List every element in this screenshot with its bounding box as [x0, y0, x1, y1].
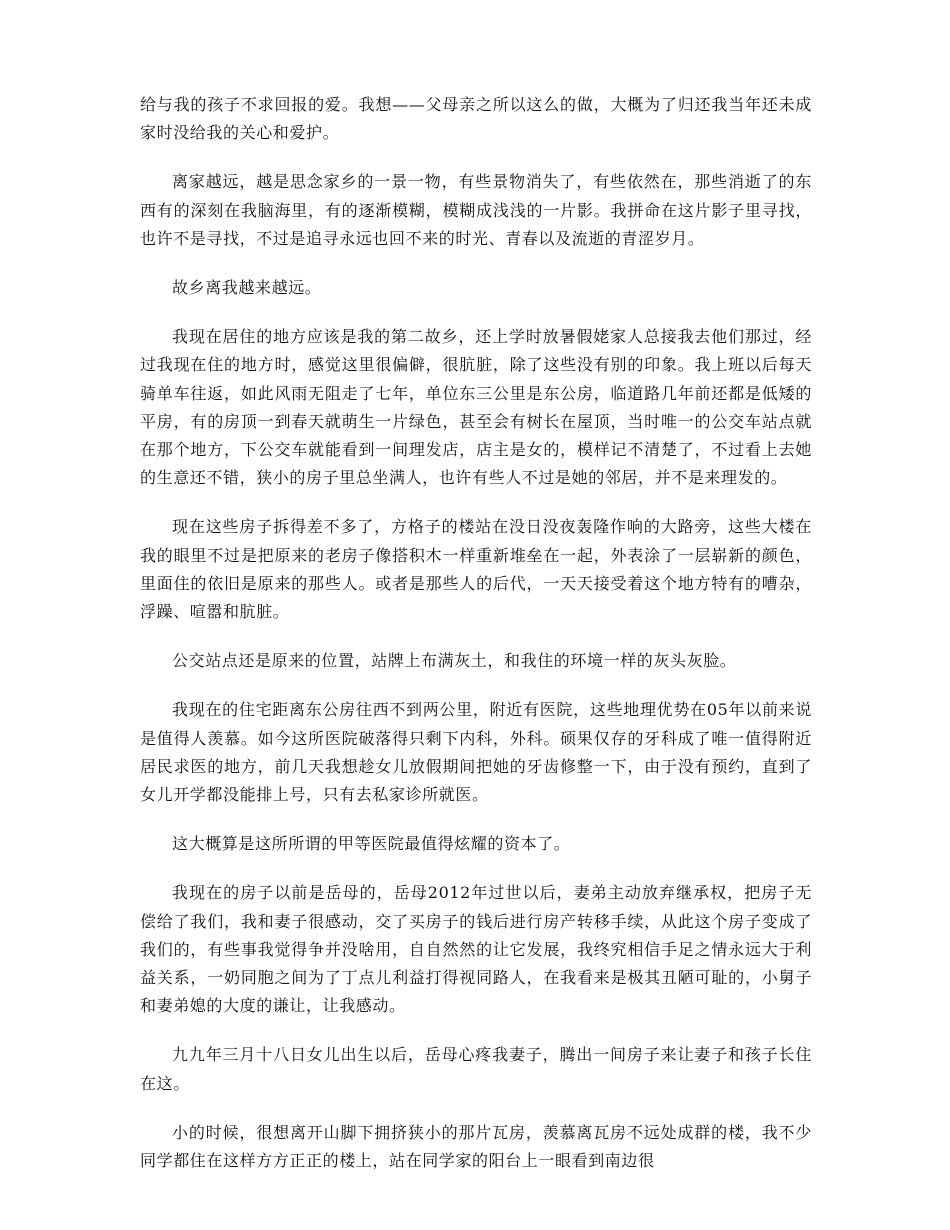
document-page	[140, 91, 812, 1196]
paragraph: 给与我的孩子不求回报的爱。我想——父母亲之所以这么的做，大概为了归还我当年还未成家时没给我的关心和爱护。	[140, 95, 812, 143]
paragraph: 我现在的房子以前是岳母的，岳母2012年过世以后，妻弟主动放弃继承权，把房子无偿给了我们，我和妻子很感动，交了买房子的钱后进行房产转移手续，从此这个房子变成了我们的，有些事我觉得争并没啥用，自自然然的让它发展，我终究相信手足之情永远大于利益关系，一奶同胞之间为了丁点儿利益打得视同路人，在我看来是极其丑陋可耻的，小舅子和妻弟媳的大度的谦让，让我感动。	[140, 883, 812, 1016]
paragraph: 我现在的住宅距离东公房往西不到两公里，附近有医院，这些地理优势在05年以前来说是值得人羡慕。如今这所医院破落得只剩下内科，外科。硕果仅存的牙科成了唯一值得附近居民求医的地方，前几天我想趁女儿放假期间把她的牙齿修整一下，由于没有预约，直到了女儿开学都没能排上号，只有去私家诊所就医。	[140, 700, 812, 805]
paragraph: 这大概算是这所所谓的甲等医院最值得炫耀的资本了。	[172, 834, 571, 854]
paragraph: 故乡离我越来越远。	[172, 278, 322, 298]
paragraph: 离家越远，越是思念家乡的一景一物，有些景物消失了，有些依然在，那些消逝了的东西有的深刻在我脑海里，有的逐渐模糊，模糊成浅浅的一片影。我拼命在这片影子里寻找，也许不是寻找，不过是追寻永远也回不来的时光、青春以及流逝的青涩岁月。	[140, 172, 812, 248]
paragraph: 现在这些房子拆得差不多了，方格子的楼站在没日没夜轰隆作响的大路旁，这些大楼在我的眼里不过是把原来的老房子像搭积木一样重新堆垒在一起，外表涂了一层崭新的颜色，里面住的依旧是原来的那些人。或者是那些人的后代，一天天接受着这个地方特有的嘈杂，浮躁、喧嚣和肮脏。	[140, 517, 812, 622]
paragraph: 小的时候，很想离开山脚下拥挤狭小的那片瓦房，羡慕离瓦房不远处成群的楼，我不少同学都住在这样方方正正的楼上，站在同学家的阳台上一眼看到南边很	[140, 1122, 812, 1171]
paragraph: 我现在居住的地方应该是我的第二故乡，还上学时放暑假姥家人总接我去他们那过，经过我现在住的地方时，感觉这里很偏僻，很肮脏，除了这些没有别的印象。我上班以后每天骑单车往返，如此风雨无阻走了七年，单位东三公里是东公房，临道路几年前还都是低矮的平房，有的房顶一到春天就萌生一片绿色，甚至会有树长在屋顶，当时唯一的公交车站点就在那个地方，下公交车就能看到一间理发店，店主是女的，模样记不清楚了，不过看上去她的生意还不错，狭小的房子里总坐满人，也许有些人不过是她的邻居，并不是来理发的。	[140, 327, 812, 488]
paragraph: 九九年三月十八日女儿出生以后，岳母心疼我妻子，腾出一间房子来让妻子和孩子长住在这。	[140, 1045, 812, 1093]
paragraph: 公交站点还是原来的位置，站牌上布满灰土，和我住的环境一样的灰头灰脸。	[172, 651, 737, 671]
